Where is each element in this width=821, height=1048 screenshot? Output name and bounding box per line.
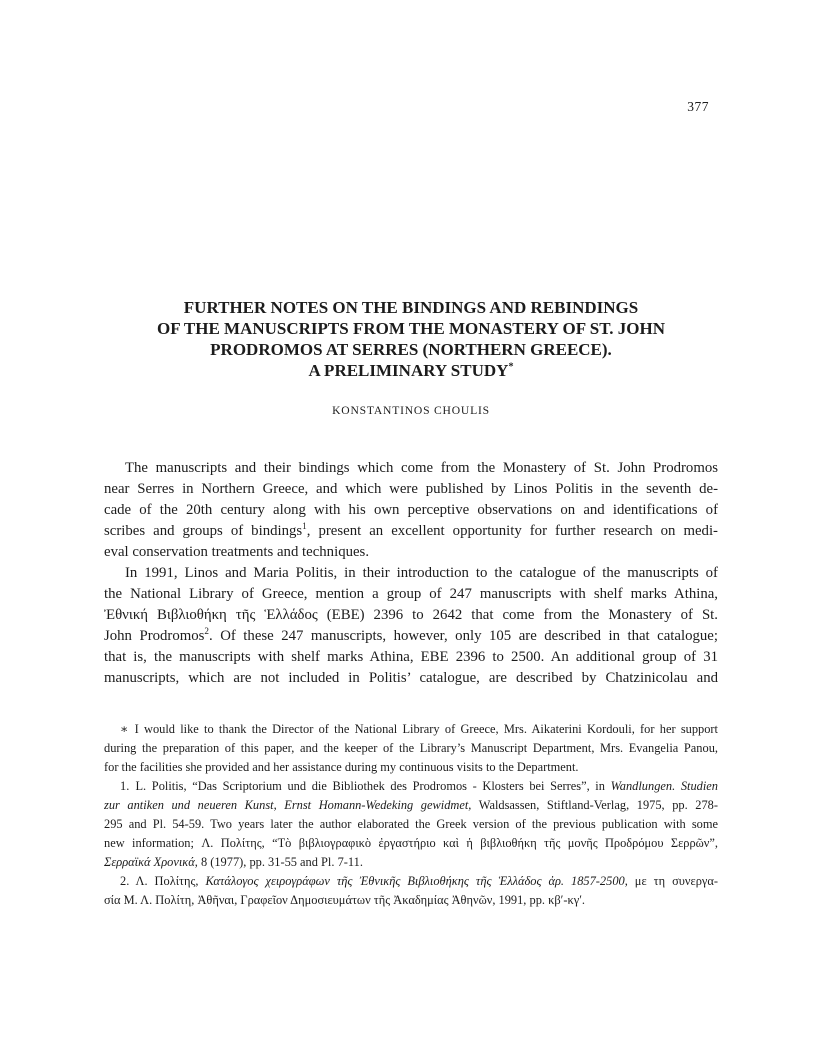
title-line-text: A PRELIMINARY STUDY bbox=[308, 361, 509, 380]
page-number: 377 bbox=[687, 99, 709, 114]
text-line bbox=[104, 796, 718, 815]
text-run: 2. Λ. Πολίτης, bbox=[120, 874, 206, 888]
text-run: scribes and groups of bindings bbox=[104, 523, 303, 539]
text-run: 1. L. Politis, “Das Scriptorium und die Bibliothek des Prodromos - Klosters bei Serres”, in bbox=[120, 779, 611, 793]
text-run: the National Library of Greece, mention a group of 247 manuscripts with shelf marks Athina, bbox=[104, 586, 718, 602]
title-line: PRODROMOS AT SERRES (NORTHERN GREECE). bbox=[210, 340, 612, 359]
footnote-2 bbox=[104, 872, 718, 910]
paragraph-2 bbox=[104, 563, 718, 689]
footnote-reference: 1 bbox=[302, 521, 307, 532]
text-line bbox=[104, 668, 718, 689]
text-line bbox=[104, 626, 718, 647]
text-run: cade of the 20th century along with his own perceptive observations on and identifications of bbox=[104, 502, 718, 518]
footnote-reference: 2 bbox=[204, 626, 209, 637]
text-run: Κατάλογος χειρογράφων τῆς Ἐθνικῆς Βιβλιοθήκης τῆς Ἑλλάδος ἀρ. 1857-2500 bbox=[205, 874, 625, 888]
text-run: during the preparation of this paper, and the keeper of the Library’s Manuscript Department, Mrs. Evangelia Panou, bbox=[104, 741, 718, 755]
text-line bbox=[104, 872, 718, 891]
text-line bbox=[104, 542, 718, 563]
text-run: John Prodromos bbox=[104, 628, 205, 644]
text-line bbox=[104, 815, 718, 834]
text-line bbox=[104, 834, 718, 853]
text-run: new information; Λ. Πολίτης, “Τὸ βιβλιογραφικὸ ἐργαστήριο καὶ ἡ βιβλιοθήκη τῆς μονῆς Προδρόμου Σερρῶν”, bbox=[104, 836, 718, 850]
body-text bbox=[104, 458, 718, 689]
footnote-1 bbox=[104, 777, 718, 872]
text-line bbox=[104, 758, 718, 777]
footnote-star bbox=[104, 720, 718, 777]
text-run: , με τη συνεργα- bbox=[624, 874, 718, 888]
text-line bbox=[104, 739, 718, 758]
text-line bbox=[104, 777, 718, 796]
text-run: Waldsassen, Stiftland-Verlag, 1975, pp. 278- bbox=[471, 798, 718, 812]
text-run: for the facilities she provided and her assistance during my continuous visits to the Department. bbox=[104, 760, 579, 774]
text-run: Ἐθνική Βιβλιοθήκη τῆς Ἑλλάδος (ΕΒΕ) 2396 to 2642 that come from the Monastery of St. bbox=[104, 607, 718, 623]
paragraph-1 bbox=[104, 458, 718, 563]
text-line bbox=[104, 891, 718, 910]
text-line bbox=[104, 720, 718, 739]
article-title bbox=[104, 297, 718, 381]
title-footnote-marker: * bbox=[508, 361, 514, 373]
text-run: , present an excellent opportunity for further research on medi- bbox=[306, 523, 718, 539]
text-line bbox=[104, 584, 718, 605]
title-line: OF THE MANUSCRIPTS FROM THE MONASTERY OF ST. JOHN bbox=[156, 319, 666, 338]
text-line bbox=[104, 500, 718, 521]
author-name: KONSTANTINOS CHOULIS bbox=[332, 404, 490, 417]
text-run: that is, the manuscripts with shelf marks Athina, EBE 2396 to 2500. An additional group of 31 bbox=[104, 649, 718, 665]
text-run: σία Μ. Λ. Πολίτη, Ἀθῆναι, Γραφεῖον Δημοσιευμάτων τῆς Ἀκαδημίας Ἀθηνῶν, 1991, pp. κβ′-κγ′. bbox=[104, 893, 586, 907]
text-run: manuscripts, which are not included in Politis’ catalogue, are described by Chatzinicolau and bbox=[104, 670, 718, 686]
text-line bbox=[104, 853, 718, 872]
text-run: , 8 (1977), pp. 31-55 and Pl. 7-11. bbox=[194, 855, 363, 869]
text-run: 295 and Pl. 54-59. Two years later the author elaborated the Greek version of the previous publication with some bbox=[104, 817, 718, 831]
text-line bbox=[104, 605, 718, 626]
text-line bbox=[104, 521, 718, 542]
text-line bbox=[104, 563, 718, 584]
text-run: The manuscripts and their bindings which come from the Monastery of St. John Prodromos bbox=[125, 460, 718, 476]
text-line bbox=[104, 458, 718, 479]
text-line bbox=[104, 647, 718, 668]
title-line bbox=[104, 360, 718, 381]
text-run: Σερραϊκά Χρονικά bbox=[104, 855, 195, 869]
text-run: near Serres in Northern Greece, and which were published by Linos Politis in the seventh de- bbox=[104, 481, 718, 497]
text-line bbox=[104, 479, 718, 500]
text-run: zur antiken und neueren Kunst, Ernst Homann-Wedeking gewidmet, bbox=[104, 798, 472, 812]
title-line: FURTHER NOTES ON THE BINDINGS AND REBINDINGS bbox=[183, 298, 639, 317]
text-run: Wandlungen. Studien bbox=[610, 779, 718, 793]
text-run: . Of these 247 manuscripts, however, only 105 are described in that catalogue; bbox=[208, 628, 718, 644]
footnotes bbox=[104, 720, 718, 910]
text-run: eval conservation treatments and techniques. bbox=[104, 544, 370, 560]
text-run: In 1991, Linos and Maria Politis, in their introduction to the catalogue of the manuscripts of bbox=[125, 565, 718, 581]
text-run: ∗ I would like to thank the Director of the National Library of Greece, Mrs. Aikaterini Kordouli, for her support bbox=[120, 722, 718, 736]
